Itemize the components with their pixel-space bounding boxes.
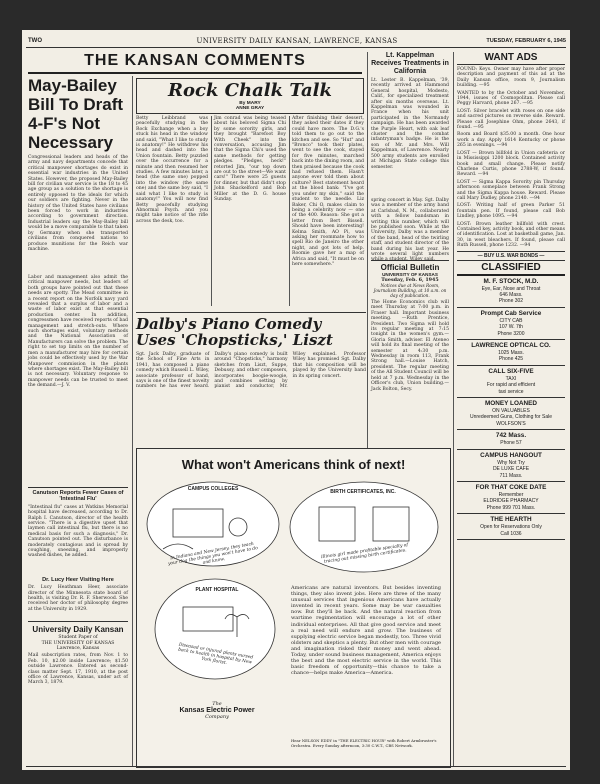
column-byline-2: ANNE GRAY [235,106,265,111]
kansas-electric-ad [136,448,451,768]
want-ad-item: LOST: Writing half of green Parker 51 fountain pen. If found, please call Bob Lindley, phone 1095. —94 [457,203,565,220]
business-ad-line4: WOLFSON'S [496,420,526,427]
column-title-box [136,78,364,114]
ownership-sub1: Student Paper of [58,635,98,641]
logo-name: Kansas Electric Power [179,707,255,714]
bulletin-body: The Home Economics club will meet Thursday at 7:00 p.m. in Fraser hall. Important business meeting. —Ruth Prentice, President. Two Sigma will hold its regular meeting at 7:15 tonight in the women's gym.—Gloria Smith, adviser. El Ateneo will hold its final meeting of the semester at 4:30 p.m. Wednesday in room 113, Frank Strong hall.—Louise Hatch, president. The regular meeting of the All Student Council will be held at 7 p.m. Wednesday in the Officer's club, Union building.—Jack Bolton, Secy. [371,300,449,392]
business-ad-line3: 646 Mass. [499,292,523,298]
logo-the: The [212,701,222,707]
panel-2-caption: Illinois girl made profitable specialty of tracing out missing birth certificates. [320,542,409,565]
classified-column [457,52,565,766]
business-ad-line4: 711 Mass. [499,472,523,479]
want-ads-list [457,67,565,249]
business-ad-line2: ON VALUABLES [492,408,530,415]
business-ad-line2: Why Not Try [497,459,525,466]
column-text-2: Jim conrad was being teased about his beloved Sigma Chi by some sorority girls, and they brought "Barefoot Boy With Cheek" into the conversation, accusing Jim that the Sigma Chi's used the same methods for getting pledges. "Pledges, heck!" retorted Jim, "our top down are out to the street—We want cars!" There were 25 guests for dinner, but that didn't stop John Shackelford and Bob Miller at the D. G. house Sunday. [214,116,286,203]
business-ad-line4: Phone 3200 [497,330,525,337]
war-bonds-strip: — BUY U.S. WAR BONDS — [457,251,565,261]
logo-company: Company [205,714,229,720]
business-ad-line2: CITY CAB [499,317,523,324]
column-1 [28,76,128,766]
column-4 [371,52,449,448]
business-ad-line2: Remember [498,491,524,498]
panel-2-label: BIRTH CERTIFICATES, INC. [330,489,396,495]
business-ad-name: CAMPUS HANGOUT [480,451,542,459]
business-ad-name: CALL SIX-FIVE [488,367,534,375]
business-ad-line2: Eye, Ear, Nose and Throat [481,285,541,292]
business-ad [457,514,565,540]
flu-body: "Intestinal flu" cases at Watkins Memorial hospital have decreased, according to Dr. Ralph I. Canutson, director of the health service. "There is a digestive upset that laymen call intestinal flu, but there is no medical basis for such a diagnosis," Dr. Canutson pointed out. The disturbance is moderately contagious and is spread by coughing, sneezing, and improperly washed dishes, he added. [28,504,128,559]
ad-body: Americans are natural inventors. But besides inventing things, they also invent jobs. Here are three of the many unusual services that ingenious Americans have actually invented in recent years. Some may be war casualties now. But they'll be back. And the natural reaction from wartime regimentation will encourage a lot of other individual enterprises. All that give good service and meet a real need will endure and grow. The business of supplying electric service began modestly, too. Three vivid oldsters and skeptics a plenty. But other men with courage and imagination risked their money and went ahead. Today, under sound business management, America enjoys the best and the most electric service in the world. This basic freedom of opportunity—this chance to take a chance—helps make America—America. [291,585,441,677]
newspaper-page [22,30,570,770]
want-ad-item: Room and Board $35.00 a month. One hour work a day. Apply 1614 Kentucky or phone 265 in evenings. —94 [457,132,565,149]
business-ad [457,398,565,430]
page-number: TWO [28,38,42,44]
business-ad [457,482,565,514]
editorial-headline: May-Bailey Bill To Draft 4-F's Not Necessary [28,76,124,152]
business-ad-line3: For rapid and efficient [486,382,536,389]
business-ad [457,366,565,398]
flu-heading: Canutson Reports Fewer Cases of 'Intestinal Flu' [32,490,124,503]
business-ad-line4: Phone 302 [498,298,524,305]
business-ad [457,276,565,308]
ownership-sub3: Lawrence, Kansas [56,646,100,652]
business-ad-line2: Open for Reservations Only [480,524,542,531]
business-ad-line2: TAXI [505,375,517,382]
dalby-continued: spring concert in May. Sgt. Dalby was a member of the army band at Carlsbad, N. M., collaborated with a fellow bandsman in writing this number, which will be published soon. While at the University, Dalby was a member of the band, head of the twirling staff, and student director of the band during his last year. He wrote several light numbers [371,198,449,258]
business-ad-name: M. F. STOCK, M.D. [483,277,539,285]
column-text-1: Betty Leibbrand was peacefully studying in the Rock Exchange when a boy stuck his head in the window and said, "What I like to study is anatomy!" He withdrew his head and dashed into the Union fountain. Betty puzzled over the occurrence for a minute and then resumed her studies. A few minutes later, a head (the same one) popped into the window (the same one) and the same boy said, "I said what I like to study is anatomy!" You will now find Betty peacefully studying Abnormal Psych. and you might take notice of the rifle across the desk, too. [136,116,208,224]
business-ad-line3: 1025 Mass. [498,350,524,357]
issue-date: TUESDAY, FEBRUARY 6, 1945 [486,38,566,44]
business-ad [457,430,565,449]
column-text-3: After finishing their dessert, they asked their dates if they could have more. The D.G.'s told them to go out to the kitchen and see. So "Hut" and "Bronco" took their plates, went to see the cook, stayed for five minutes, marched back into the dining room, and then praised because the cook had refused them. Hasn't anyone ever told them about culture? Best statement heard at the blood bank: "I've got you under my skin," said the student to the needle. Liz Baker, Chi O, makes claim to being a celebrity now — one of the 400. Reason: She got a letter from Bert Bissell. Should have been interesting! Kelma Smith, AO Pi, was asking her roommate how to spell Rio de Janeiro the other night, and got lots of help. Roomie gave her a map of Africa and said, "It must be on here somewhere." [292,116,364,267]
business-ad-line2: Phone 57 [500,440,522,447]
business-ad-line3: Call 1036 [500,530,522,537]
want-ad-item: WANTED to by the October and November, 1944, issues of Cosmopolitan. Please call Peggy Harvard, phone 267. —95 [457,90,565,107]
panel-1-label: CAMPUS COLLEGES [187,486,239,492]
want-ad-item: LOST: Brown leather billfold with crest. Contained key, activity book, and other means of identification. Lost at basketball game, Jan. 30, in west bleachers. If found, please call Ruth Russell, phone 1232. —94 [457,221,565,249]
business-ad-line3: Unredeemed Guns, Clothing for Sale [470,414,552,421]
business-ad-name: LAWRENCE OPTICAL CO. [471,342,551,350]
business-ads-list [457,276,565,540]
business-ad-name: 742 Mass. [495,432,527,440]
business-ad-line3: DE LUXE CAFE [492,466,530,473]
ownership-body: Mail subscription rates, from Nov. 1 to Feb. 10, $2.00 inside Lawrence; $1.50 outside Lawrence. Entered as second-class matter Sept. 17, 1910, at the post office of Lawrence, Kansas, under act of March 3, 1879. [28,653,128,686]
dalby-headline: Dalby's Piano Comedy Uses 'Chopsticks,' Liszt [136,315,333,349]
business-ad [457,450,565,482]
want-ad-item: FOUND: Keys. Owner may have after proper description and payment of this ad at the Daily Kansan office, room 9, Journalism building. —95 [457,67,565,89]
classified-title: CLASSIFIED [457,261,565,276]
ownership-title: University Daily Kansan [32,625,124,635]
business-ad-line4: Phone 425 [498,356,524,363]
business-ad-line4: taxi service [498,388,524,395]
dalby-body: Sgt. Jack Dalby, graduate of the School of Fine Arts in 1941, has composed a piano comedy which Russell L. Wiley, associate professor of band, says is one of the finest novelty numbers he has ever heard. Dalby's piano comedy is built around "Chopsticks," harmony sketches from Liszt, Suppe, Debussy, and other composers, incorporates boogie-woogie, and combines setting by pianist and conductor, Mr. Wiley explained. Professor Wiley has promised Sgt. Dalby that his composition will be played by the University band in its spring concert. [136,352,366,390]
ad-headline: What won't Americans think of next! [181,457,406,472]
panel-3-label: PLANT HOSPITAL [195,587,239,593]
editorial-body-1: Congressional leaders and heads of the army and navy departments concede that critical manpower shortages do exist in essential war industries in the United States. However, the proposed May-Bailey bill for civilian war service is the 18 to 45 age group as a solution to the shortage is entirely opposed to the ideals for which our soldiers are fighting. Never in the history of the United States have civilians been forced to work in industries according to government direction. Industrial leaders say the May-Bailey bill would be a move comparable to that taken by Germany when she transported civilians from conquered nations to produce munitions for the Reich war machine. [28,155,128,252]
bulletin-notice: Notices due at News Room, Journalism Building, at 10 a.m. on day of publication. [373,283,447,298]
ad-footer: Hear NELSON EDDY in "THE ELECTRIC HOUR" with Robert Armbruster's Orchestra. Every Sunday afternoon, 3:30 C.W.T., CBS Network. [291,738,437,748]
heer-body: Dr. Lucy Heathman Heer, associate director of the Minnesota state board of health, is visiting Dr. R. F. Sherwood. She received her doctor of philosophy degree at the University in 1929. [28,585,128,612]
business-ad [457,308,565,340]
bulletin-school: UNIVERSITY OF KANSAS [382,272,438,277]
kappelman-headline: Lt. Kappelman Receives Treatments in California [371,52,449,75]
ownership-sub2: THE UNIVERSITY OF KANSAS [41,640,115,646]
ad-logo [167,701,267,720]
business-ad-line4: Phone 999 701 Mass. [486,504,536,511]
kappelman-body: Lt. Lester B. Kappelman, '39, recently arrived at Hammond General hospital, Modesto, Calif., for specialized treatment after six months overseas. Lt. Kappelman was wounded in France when his unit participated in the Normandy campaign. He has been awarded the Purple Heart, with oak leaf cluster and the combat infantryman's badge. He is the son of Mr. and Mrs. Will Kappelman, of Lawrence. Nearly 500 army students are enrolled at Michigan State college this semester. [371,78,449,170]
business-ad-name: Prompt Cab Service [480,309,542,317]
column-byline-1: By MARY [239,101,261,106]
business-ad-name: THE HEARTH [490,516,532,524]
editorial-banner: THE KANSAN COMMENTS [28,52,362,74]
panel-3-caption: Diseased or injured plants nursed back to health in hospital by New York florist. [177,642,254,667]
paper-name: UNIVERSITY DAILY KANSAN, LAWRENCE, KANSAS [196,37,398,45]
business-ad [457,340,565,366]
business-ad-line3: 107 W. 7th [499,324,523,331]
want-ad-item: LOST — Sigma Kappa Sorority pin Thursday afternoon someplace between Frank Strong and the Sigma Kappa house. Reward. Please call Mary Dudley, phone 2140. —94 [457,179,565,201]
panel-1-caption: In Indiana and New Jersey, they teach your dog the things you won't have to do and know. [167,541,259,567]
business-ad-name: FOR THAT COKE DATE [475,483,547,491]
heer-heading: Dr. Lucy Heer Visiting Here [42,576,114,583]
want-ads-title: WANT ADS [457,52,565,65]
business-ad-line3: ELDRIDGE PHARMACY [483,498,539,505]
business-ad-name: MONEY LOANED [484,400,538,408]
bulletin-date: Tuesday, Feb. 6, 1945 [381,277,439,283]
editorial-body-2: Labor and management also admit the critical manpower needs, but leaders of both groups have pointed out that these needs are spotty. The Mead committee in a recent report on the Norfolk navy yard revealed that a surplus of labor and a waste of labor exist at that essential production center. In addition, congressmen have received reports of bad management and stretch-outs. Where such shortages exist, voluntary methods and the National Association of Manufacturers can solve the problem. The right to set top limits on the number of men a manufacturer may hire for certain jobs could be effectively used by the War Manpower commission in the plants where shortages exist. The May-Bailey bill is not necessary. Voluntary response to manpower needs can be trusted to meet the demand.—J. V. [28,275,128,389]
want-ad-item: LOST: Silver bracelet with roses on one side and sacred pictures on reverse side. Reward. Please call Josephine Ohm, phone 2643, if found. —95 [457,108,565,131]
bulletin-title: Official Bulletin [380,263,440,272]
column-title: Rock Chalk Talk [168,80,332,101]
want-ad-item: LOST — Brown billfold in Union cafeteria or in Mississippi 1200 block. Contained activity book and small change. Please notify Charlene Curtis, phone 2788-W, if found. Reward. —94 [457,150,565,178]
